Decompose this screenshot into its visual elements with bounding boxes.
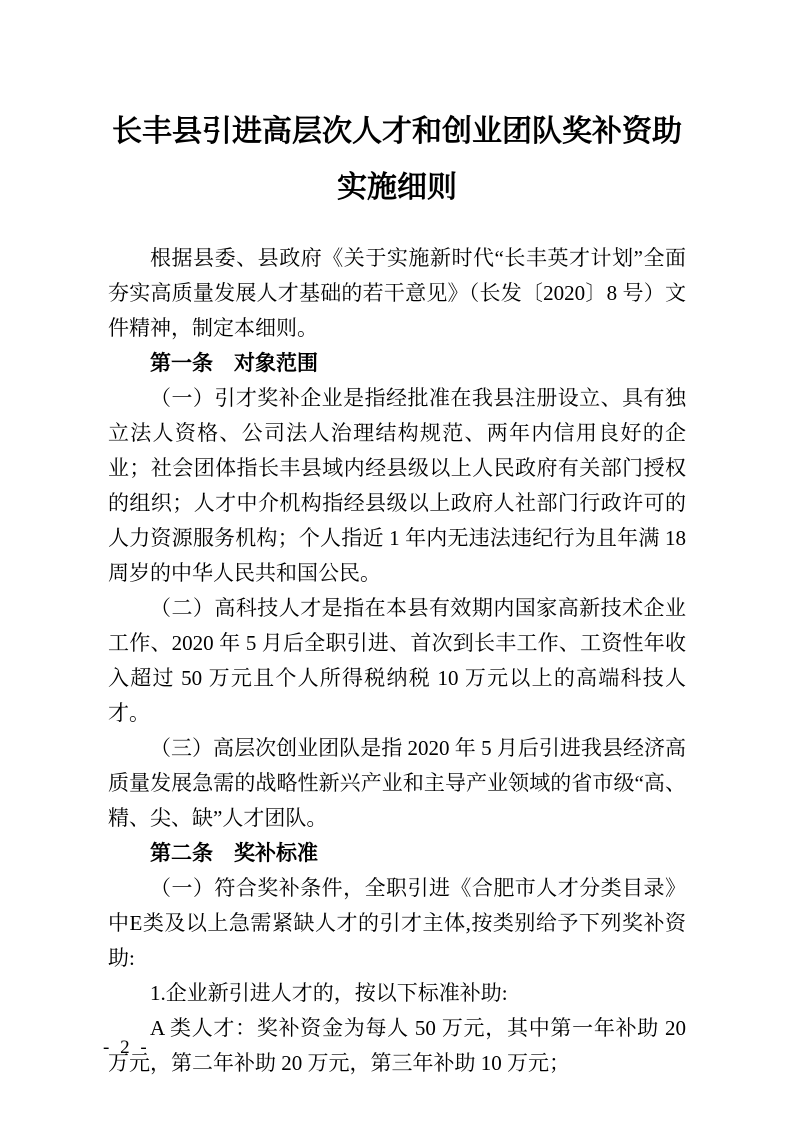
document-title-line-2: 实施细则 bbox=[337, 171, 457, 204]
paragraph-article-2-sub-1: 1.企业新引进人才的，按以下标准补助: bbox=[150, 981, 508, 1005]
page-number: - 2 - bbox=[103, 1037, 150, 1058]
document-body bbox=[108, 241, 686, 1081]
paragraph-article-1-item-2: （二）高科技人才是指在本县有效期内国家高新技术企业工作、2020 年 5 月后全职引进、首次到长丰工作、工资性年收入超过 50 万元且个人所得税纳税 10 万元以上的高端科技人才。 bbox=[108, 596, 686, 725]
document-content bbox=[108, 104, 686, 1081]
paragraph-intro: 根据县委、县政府《关于实施新时代“长丰英才计划”全面夯实高质量发展人才基础的若干意见》（长发〔2020〕8 号）文件精神，制定本细则。 bbox=[108, 246, 686, 340]
section-heading-article-1: 第一条 对象范围 bbox=[150, 352, 318, 375]
document-title-line-1: 长丰县引进高层次人才和创业团队奖补资助 bbox=[112, 115, 682, 148]
paragraph-article-2-item-1: （一）符合奖补条件，全职引进《合肥市人才分类目录》中E类及以上急需紧缺人才的引才主体,按类别给予下列奖补资助: bbox=[108, 876, 686, 970]
paragraph-article-1-item-3: （三）高层次创业团队是指 2020 年 5 月后引进我县经济高质量发展急需的战略性新兴产业和主导产业领域的省市级“高、精、尖、缺”人才团队。 bbox=[108, 736, 686, 830]
document-title bbox=[108, 104, 686, 216]
paragraph-article-2-class-a: A 类人才：奖补资金为每人 50 万元，其中第一年补助 20 万元，第二年补助 20 万元，第三年补助 10 万元； bbox=[108, 1016, 686, 1075]
paragraph-article-1-item-1: （一）引才奖补企业是指经批准在我县注册设立、具有独立法人资格、公司法人治理结构规范、两年内信用良好的企业；社会团体指长丰县域内经县级以上人民政府有关部门授权的组织；人才中介机构指经县级以上政府人社部门行政许可的人力资源服务机构；个人指近 1 年内无违法违纪行为且年满 18 周岁的中华人民共和国公民。 bbox=[108, 386, 686, 585]
section-heading-article-2: 第二条 奖补标准 bbox=[150, 842, 318, 865]
